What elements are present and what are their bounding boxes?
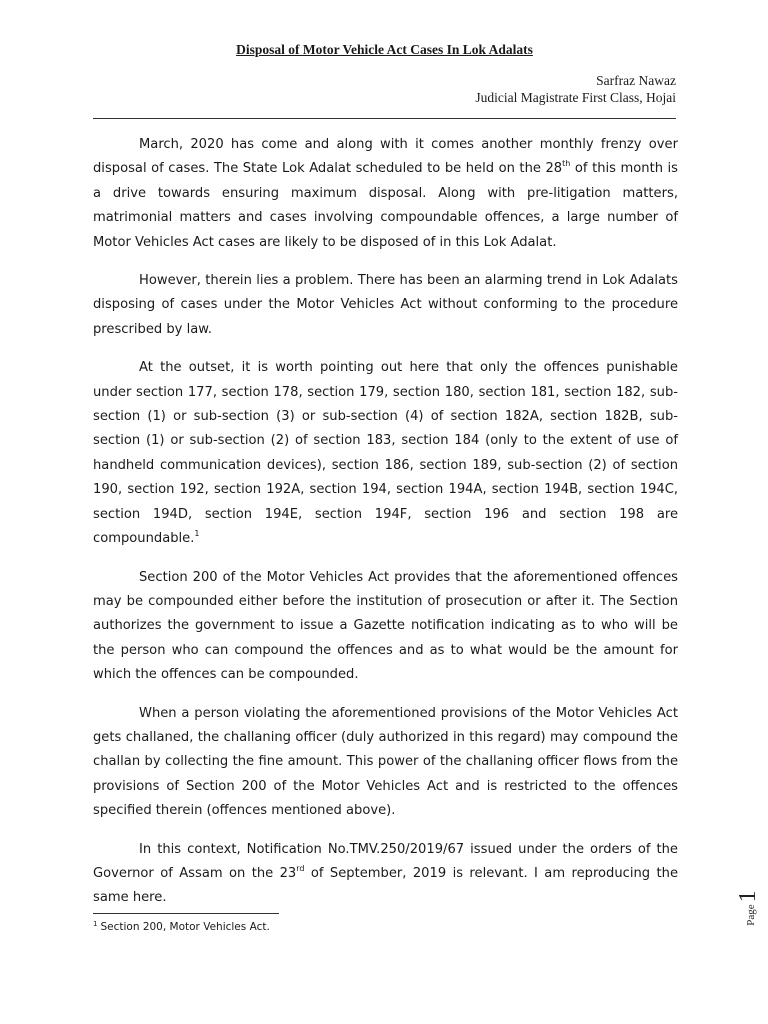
paragraph-1: March, 2020 has come and along with it comes another monthly frenzy over disposal of cases. The State Lok Adalat scheduled to be held on the 28th of this month is a drive towards ensuring maximum disposal. Along with pre-litigation matters, matrimonial matters and cases involving compoundable offences, a large number of Motor Vehicles Act cases are likely to be disposed of in this Lok Adalat. <box>93 137 678 250</box>
footnote-text: Section 200, Motor Vehicles Act. <box>100 921 270 933</box>
author-block <box>475 72 676 106</box>
paragraph-5: When a person violating the aforementioned provisions of the Motor Vehicles Act gets challaned, the challaning officer (duly authorized in this regard) may compound the challan by collecting the fine amount. This power of the challaning officer flows from the provisions of Section 200 of the Motor Vehicles Act and is restricted to the offences specified therein (offences mentioned above). <box>93 705 678 819</box>
page-label: Page <box>745 904 757 926</box>
page-number <box>700 878 760 938</box>
paragraph-3: At the outset, it is worth pointing out here that only the offences punishable under section 177, section 178, section 179, section 180, section 181, section 182, sub-section (1) or sub-section (3) or sub-section (4) of section 182A, section 182B, sub-section (1) or sub-section (2) of section 183, section 184 (only to the extent of use of handheld communication devices), section 186, section 189, sub-section (2) of section 190, section 192, section 192A, section 194, section 194A, section 194B, section 194C, section 194D, section 194E, section 194F, section 196 and section 198 are compoundable.$^1$ <box>93 360 678 547</box>
paragraph-6: In this context, Notification No.TMV.250/2019/67 issued under the orders of the Governor of Assam on the 23rd of September, 2019 is relevant. I am reproducing the same here. <box>93 841 678 906</box>
footnote <box>93 920 270 933</box>
footnote-number: 1 <box>93 920 98 928</box>
author-name: Sarfraz Nawaz <box>596 73 676 88</box>
footnote-divider <box>93 913 279 914</box>
header-divider <box>93 118 676 119</box>
article-body <box>93 133 678 925</box>
document-title: Disposal of Motor Vehicle Act Cases In Lok Adalats <box>236 42 533 57</box>
author-designation: Judicial Magistrate First Class, Hojai <box>475 90 676 105</box>
page-number-value: 1 <box>735 890 761 903</box>
paragraph-4: Section 200 of the Motor Vehicles Act provides that the aforementioned offences may be compounded either before the institution of prosecution or after it. The Section authorizes the government to issue a Gazette notification indicating as to who will be the person who can compound the offences and as to what would be the amount for which the offences can be compounded. <box>93 569 678 683</box>
paragraph-2: However, therein lies a problem. There has been an alarming trend in Lok Adalats disposing of cases under the Motor Vehicles Act without conforming to the procedure prescribed by law. <box>93 273 678 337</box>
footnote-ref[interactable]: 1 <box>194 529 200 539</box>
